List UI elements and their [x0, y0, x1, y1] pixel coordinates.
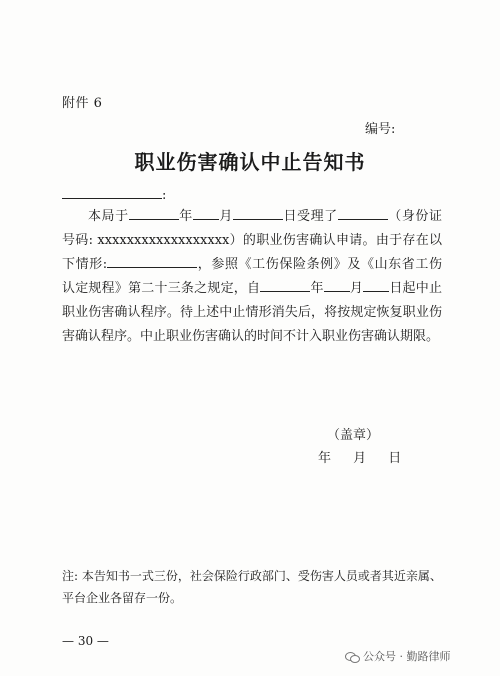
attachment-label: 附件 6 [62, 96, 103, 111]
text-received: 日受理了 [282, 209, 338, 224]
body-text [62, 205, 442, 349]
unit-month: 月 [218, 209, 233, 224]
blank-day-2 [363, 277, 389, 292]
stamp-label: （盖章） [327, 428, 380, 443]
unit-month-2: 月 [349, 281, 364, 296]
blank-circumstance [107, 253, 197, 268]
blank-year [129, 205, 179, 220]
text-regulation: ，参照《工伤保险条例》及《山东省工伤认定规程》第二十三条之规定，自 [62, 257, 442, 296]
blank-month [193, 205, 219, 220]
wechat-icon [345, 651, 359, 662]
page-number: — 30 — [62, 634, 109, 648]
signature-date: 年 月 日 [318, 451, 402, 466]
blank-year-2 [260, 277, 310, 292]
text-suspension: 日起中止职业伤害确认程序。待上述中止情形消失后，将按规定恢复职业伤害确认程序。中止职业伤害确认的时间不计入职业伤害确认期限。 [62, 281, 442, 344]
document-title: 职业伤害确认中止告知书 [134, 150, 366, 174]
text-id-reason: （身份证号码: xxxxxxxxxxxxxxxxxx）的职业伤害确认申请。由于存在以下情形: [62, 209, 442, 272]
blank-name [338, 205, 388, 220]
footnote: 注: 本告知书一式三份，社会保险行政部门、受伤害人员或者其近亲属、平台企业各留存一份。 [62, 569, 442, 605]
text-received-prefix: 本局于 [88, 209, 129, 224]
addressee-colon: : [162, 188, 167, 203]
blank-day [233, 205, 283, 220]
blank-month-2 [324, 277, 350, 292]
body-paragraph [62, 205, 442, 349]
addressee-blank [62, 184, 162, 199]
addressee-line [62, 184, 166, 203]
watermark-text: 公众号 · 勤路律师 [363, 650, 451, 663]
watermark [345, 648, 451, 664]
serial-number-label: 编号: [365, 122, 396, 137]
unit-year-2: 年 [310, 281, 324, 296]
unit-year: 年 [178, 209, 193, 224]
